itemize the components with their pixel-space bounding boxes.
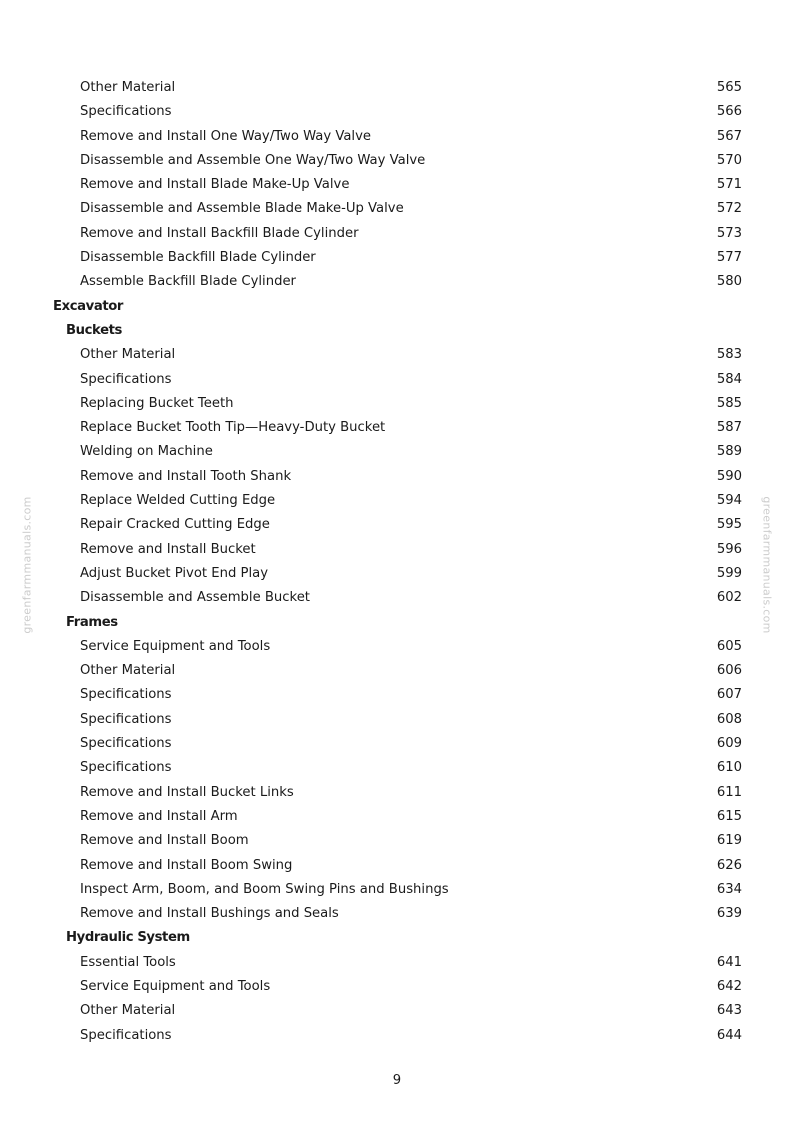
toc-entry[interactable]	[0, 465, 794, 489]
toc-entry[interactable]	[0, 562, 794, 586]
toc-entry-page: 570	[716, 152, 742, 168]
toc-entry-title: Disassemble and Assemble Bucket	[80, 590, 310, 606]
toc-entry-page: 599	[716, 565, 742, 581]
toc-entry[interactable]	[0, 392, 794, 416]
toc-entry-page: 639	[716, 906, 742, 922]
toc-entry-title: Repair Cracked Cutting Edge	[80, 517, 270, 533]
toc-entry[interactable]	[0, 635, 794, 659]
toc-entry-page: 619	[716, 833, 742, 849]
toc-entry-title: Specifications	[80, 371, 172, 387]
toc-entry-page: 590	[716, 468, 742, 484]
toc-entry-title: Frames	[66, 614, 118, 630]
toc-entry[interactable]	[0, 343, 794, 367]
toc-entry-title: Remove and Install Boom Swing	[80, 857, 293, 873]
toc-entry-title: Remove and Install Backfill Blade Cylinder	[80, 225, 359, 241]
toc-entry[interactable]	[0, 173, 794, 197]
toc-entry-title: Essential Tools	[80, 954, 176, 970]
toc-entry[interactable]	[0, 489, 794, 513]
toc-entry-page: 571	[716, 177, 742, 193]
toc-entry-title: Remove and Install Bushings and Seals	[80, 906, 339, 922]
toc-entry-title: Service Equipment and Tools	[80, 978, 271, 994]
watermark-left: greenfarmmanuals.com	[20, 496, 34, 634]
toc-entry-page: 587	[716, 420, 742, 436]
toc-entry-page: 583	[716, 347, 742, 363]
toc-entry[interactable]	[0, 708, 794, 732]
page-number: 9	[392, 1073, 402, 1088]
toc-entry-page: 644	[716, 1027, 742, 1043]
toc-entry[interactable]	[0, 999, 794, 1023]
toc-section-heading	[0, 611, 794, 635]
toc-entry-title: Assemble Backfill Blade Cylinder	[80, 274, 296, 290]
toc-entry-title: Remove and Install Bucket Links	[80, 784, 294, 800]
toc-entry-title: Adjust Bucket Pivot End Play	[80, 565, 269, 581]
toc-entry-page: 585	[716, 395, 742, 411]
toc-entry[interactable]	[0, 732, 794, 756]
toc-entry-page: 580	[716, 274, 742, 290]
toc-entry-page: 606	[716, 663, 742, 679]
toc-entry-page: 572	[716, 201, 742, 217]
toc-entry[interactable]	[0, 368, 794, 392]
toc-entry-title: Remove and Install One Way/Two Way Valve	[80, 128, 372, 144]
toc-entry-title: Welding on Machine	[80, 444, 213, 460]
watermark-right: greenfarmmanuals.com	[760, 496, 774, 634]
toc-entry-title: Disassemble Backfill Blade Cylinder	[80, 250, 316, 266]
toc-entry-title: Specifications	[80, 104, 172, 120]
toc-entry-page: 611	[716, 784, 742, 800]
toc-entry-title: Remove and Install Boom	[80, 833, 249, 849]
toc-entry-page: 605	[716, 638, 742, 654]
toc-entry-title: Other Material	[80, 663, 176, 679]
toc-entry[interactable]	[0, 440, 794, 464]
toc-entry-title: Service Equipment and Tools	[80, 638, 271, 654]
toc-entry-page: 594	[716, 493, 742, 509]
toc-entry[interactable]	[0, 805, 794, 829]
toc-entry[interactable]	[0, 76, 794, 100]
toc-entry-page: 584	[716, 371, 742, 387]
toc-entry[interactable]	[0, 246, 794, 270]
toc-entry-title: Other Material	[80, 347, 176, 363]
toc-section-heading	[0, 926, 794, 950]
toc-entry-page: 602	[716, 590, 742, 606]
toc-entry-title: Remove and Install Bucket	[80, 541, 256, 557]
toc-entry[interactable]	[0, 416, 794, 440]
toc-entry-title: Other Material	[80, 1003, 176, 1019]
toc-entry-title: Remove and Install Arm	[80, 808, 238, 824]
toc-entry-page: 609	[716, 736, 742, 752]
toc-entry[interactable]	[0, 902, 794, 926]
toc-entry-page: 595	[716, 517, 742, 533]
toc-entry[interactable]	[0, 829, 794, 853]
toc-entry[interactable]	[0, 854, 794, 878]
toc-entry-page: 634	[716, 881, 742, 897]
toc-entry[interactable]	[0, 781, 794, 805]
toc-entry-page: 626	[716, 857, 742, 873]
toc-entry-page: 565	[716, 80, 742, 95]
toc-entry-page: 573	[716, 225, 742, 241]
toc-entry[interactable]	[0, 513, 794, 537]
toc-entry-page: 596	[716, 541, 742, 557]
toc-entry-title: Hydraulic System	[66, 930, 190, 946]
toc-section-heading	[0, 319, 794, 343]
toc-entry-title: Replacing Bucket Teeth	[80, 395, 234, 411]
toc-entry-title: Disassemble and Assemble One Way/Two Way Valve	[80, 152, 426, 168]
toc-entry[interactable]	[0, 683, 794, 707]
toc-entry-page: 577	[716, 250, 742, 266]
toc-entry[interactable]	[0, 222, 794, 246]
toc-entry-page: 608	[716, 711, 742, 727]
toc-entry-title: Inspect Arm, Boom, and Boom Swing Pins and Bushings	[80, 881, 449, 897]
toc-entry-title: Buckets	[66, 322, 122, 338]
toc-entry-page: 643	[716, 1003, 742, 1019]
toc-entry-page: 615	[716, 808, 742, 824]
toc-entry[interactable]	[0, 756, 794, 780]
toc-entry[interactable]	[0, 1024, 794, 1048]
toc-entry-title: Remove and Install Tooth Shank	[80, 468, 292, 484]
toc-entry[interactable]	[0, 975, 794, 999]
toc-entry-title: Other Material	[80, 80, 176, 95]
toc-entry[interactable]	[0, 197, 794, 221]
toc-entry-title: Replace Welded Cutting Edge	[80, 493, 276, 509]
toc-entry-page: 589	[716, 444, 742, 460]
toc-entry-page: 642	[716, 978, 742, 994]
toc-entry[interactable]	[0, 659, 794, 683]
table-of-contents	[0, 76, 794, 1048]
toc-entry-title: Remove and Install Blade Make-Up Valve	[80, 177, 350, 193]
toc-entry[interactable]	[0, 586, 794, 610]
toc-entry-title: Disassemble and Assemble Blade Make-Up Valve	[80, 201, 404, 217]
toc-entry-page: 641	[716, 954, 742, 970]
toc-entry-page: 567	[716, 128, 742, 144]
toc-entry[interactable]	[0, 270, 794, 294]
toc-section-heading	[0, 295, 794, 319]
toc-entry[interactable]	[0, 100, 794, 124]
toc-entry-page: 607	[716, 687, 742, 703]
toc-entry-title: Specifications	[80, 736, 172, 752]
toc-entry[interactable]	[0, 125, 794, 149]
toc-entry-title: Replace Bucket Tooth Tip—Heavy-Duty Bucket	[80, 420, 386, 436]
toc-entry-title: Excavator	[53, 298, 123, 314]
toc-entry-title: Specifications	[80, 760, 172, 776]
toc-entry[interactable]	[0, 878, 794, 902]
toc-entry[interactable]	[0, 951, 794, 975]
toc-entry-title: Specifications	[80, 1027, 172, 1043]
toc-entry-page: 566	[716, 104, 742, 120]
toc-entry[interactable]	[0, 149, 794, 173]
toc-entry-title: Specifications	[80, 711, 172, 727]
toc-entry-title: Specifications	[80, 687, 172, 703]
toc-entry-page: 610	[716, 760, 742, 776]
toc-entry[interactable]	[0, 538, 794, 562]
